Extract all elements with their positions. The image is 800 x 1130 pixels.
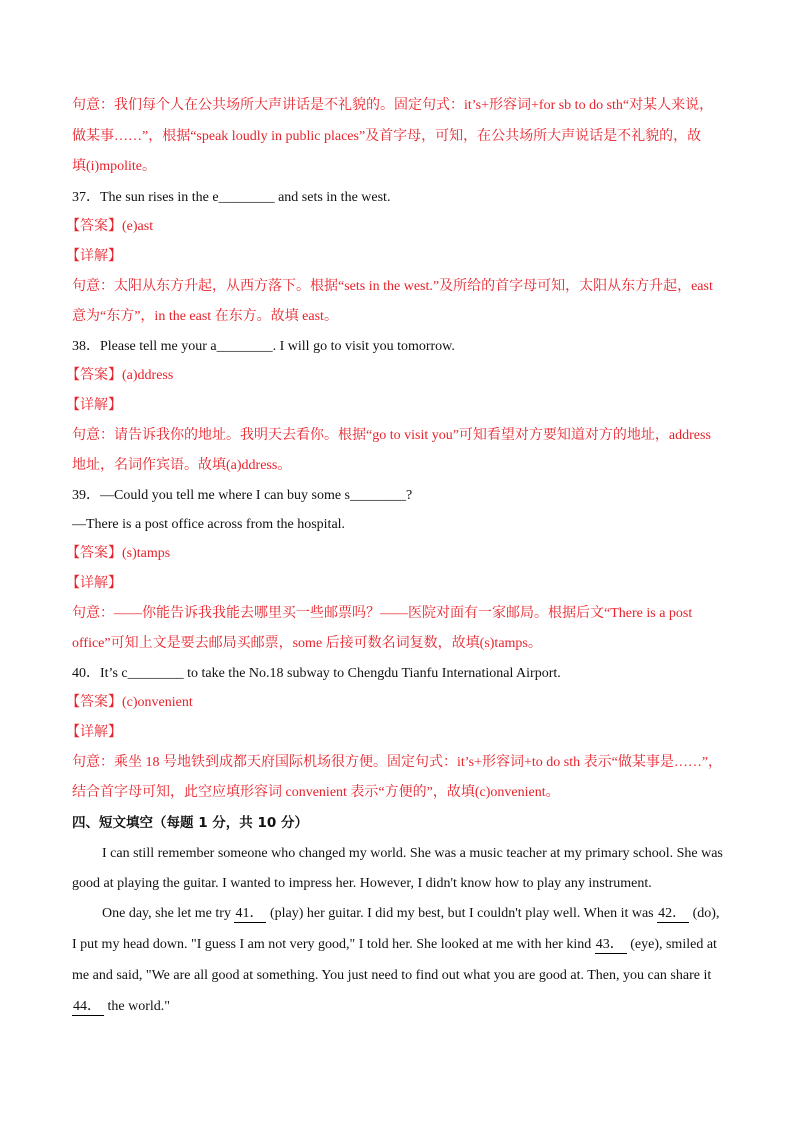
q37-question: 37．The sun rises in the e________ and sets in the west.	[72, 190, 391, 205]
section4-heading: 四、短文填空（每题 1 分，共 10 分）	[72, 815, 308, 831]
q40-explanation-line1: 句意：乘坐 18 号地铁到成都天府国际机场很方便。固定句式：it’s+形容词+to do sth 表示“做某事是……”，	[72, 755, 723, 770]
passage-text: (eye), smiled at	[626, 937, 717, 952]
q37-explanation-line1: 句意：太阳从东方升起，从西方落下。根据“sets in the west.”及所给的首字母可知，太阳从东方升起，east	[72, 279, 713, 294]
q36-explanation-line3: 填(i)mpolite。	[72, 159, 156, 174]
q36-explanation-line2: 做某事……”，根据“speak loudly in public places”及首字母，可知，在公共场所大声说话是不礼貌的，故	[72, 129, 702, 144]
q37-answer: 【答案】(e)ast	[66, 219, 154, 234]
q38-explanation-line2: 地址，名词作宾语。故填(a)ddress。	[72, 458, 292, 473]
blank-43: 43．	[595, 937, 627, 954]
q38-explanation-line1: 句意：请告诉我你的地址。我明天去看你。根据“go to visit you”可知看望对方要知道对方的地址，address	[72, 428, 711, 443]
passage-text: One day, she let me try	[102, 906, 235, 921]
q39-detail-label: 【详解】	[66, 576, 122, 591]
blank-44: 44．	[72, 999, 104, 1016]
q40-answer: 【答案】(c)onvenient	[66, 695, 193, 710]
q39-explanation-line1: 句意：——你能告诉我我能去哪里买一些邮票吗？——医院对面有一家邮局。根据后文“There is a post	[72, 606, 693, 621]
passage-p2-line3: me and said, "We are all good at something. You just need to find out what you are good at. Then, you can share it	[72, 968, 712, 983]
q37-explanation-line2: 意为“东方”，in the east 在东方。故填 east。	[72, 309, 338, 324]
passage-p1-line2: good at playing the guitar. I wanted to impress her. However, I didn't know how to play any instrument.	[72, 876, 652, 891]
passage-text: I put my head down. "I guess I am not very good," I told her. She looked at me with her kind	[72, 937, 595, 952]
q38-answer: 【答案】(a)ddress	[66, 368, 174, 383]
passage-p1-line1: I can still remember someone who changed my world. She was a music teacher at my primary school. She was	[102, 846, 723, 861]
passage-p2-line1	[102, 904, 719, 924]
passage-text: (play) her guitar. I did my best, but I couldn't play well. When it was	[266, 906, 658, 921]
passage-text: the world."	[104, 999, 170, 1014]
passage-p2-line4	[72, 997, 170, 1017]
passage-text: (do),	[689, 906, 720, 921]
q38-detail-label: 【详解】	[66, 398, 122, 413]
q40-explanation-line2: 结合首字母可知，此空应填形容词 convenient 表示“方便的”，故填(c)onvenient。	[72, 785, 560, 800]
q39-explanation-line2: office”可知上文是要去邮局买邮票，some 后接可数名词复数，故填(s)tamps。	[72, 636, 542, 651]
q40-detail-label: 【详解】	[66, 725, 122, 740]
q39-answer: 【答案】(s)tamps	[66, 546, 171, 561]
q39-question: 39．—Could you tell me where I can buy some s________?	[72, 488, 413, 503]
q37-detail-label: 【详解】	[66, 249, 122, 264]
blank-41: 41．	[234, 906, 266, 923]
blank-42: 42．	[657, 906, 689, 923]
q39-reply: —There is a post office across from the hospital.	[72, 517, 346, 532]
q40-question: 40．It’s c________ to take the No.18 subway to Chengdu Tianfu International Airport.	[72, 666, 561, 681]
q38-question: 38．Please tell me your a________. I will go to visit you tomorrow.	[72, 339, 455, 354]
passage-p2-line2	[72, 935, 717, 955]
q36-explanation-line1: 句意：我们每个人在公共场所大声讲话是不礼貌的。固定句式：it’s+形容词+for sb to do sth“对某人来说，	[72, 98, 714, 113]
